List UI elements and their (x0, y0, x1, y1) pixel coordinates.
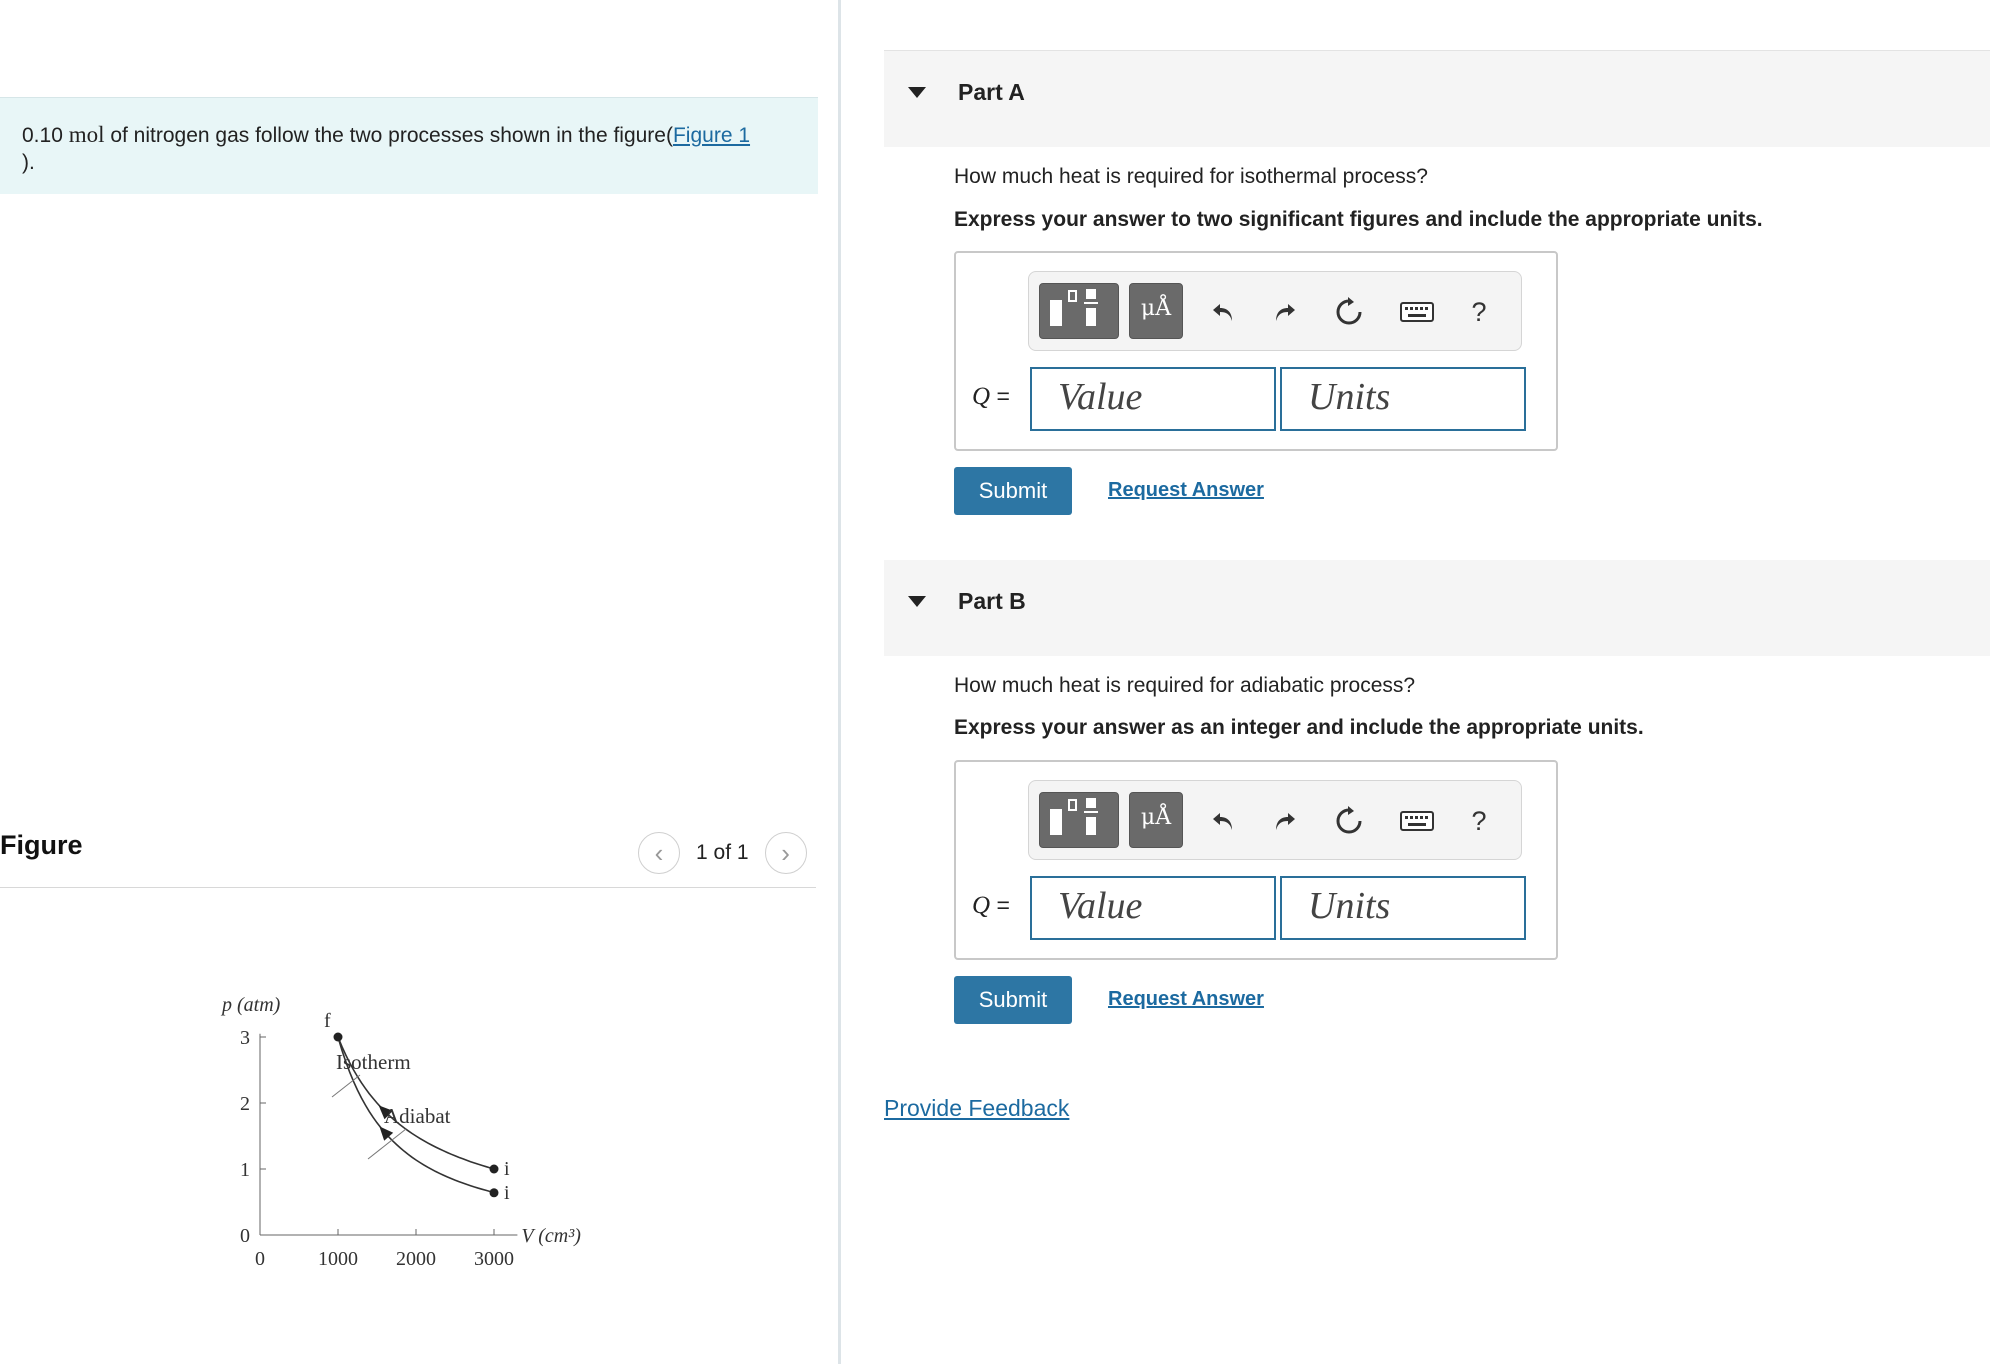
part-a-header[interactable] (884, 51, 1990, 147)
part-b-question: How much heat is required for adiabatic process? (954, 674, 1416, 697)
adiabat-label: Adiabat (384, 1104, 451, 1128)
undo-icon[interactable] (1205, 294, 1241, 330)
label-f: f (324, 1010, 331, 1032)
part-a-title: Part A (958, 79, 1025, 105)
y-tick-label: 2 (240, 1093, 250, 1115)
value-input[interactable]: Value (1030, 367, 1276, 431)
help-icon[interactable]: ? (1471, 805, 1487, 836)
chevron-right-icon[interactable]: › (765, 832, 807, 874)
y-tick-label: 0 (240, 1225, 250, 1247)
part-b-instruction: Express your answer as an integer and include the appropriate units. (954, 716, 1644, 739)
y-tick-label: 1 (240, 1159, 250, 1181)
y-tick-label: 3 (240, 1027, 250, 1049)
figure-pagination (638, 831, 807, 875)
y-axis-label: p (atm) (222, 994, 281, 1016)
label-i-isotherm: i (504, 1158, 510, 1180)
q-label: Q = (972, 892, 1010, 919)
math-toolbar (1028, 780, 1522, 860)
x-axis-label: V (cm³) (521, 1225, 581, 1247)
caret-down-icon[interactable] (908, 596, 926, 607)
part-a-instruction: Express your answer to two significant figures and include the appropriate units. (954, 208, 1763, 231)
caret-down-icon[interactable] (908, 87, 926, 98)
isotherm-label: Isotherm (336, 1050, 411, 1074)
problem-close: ). (22, 151, 35, 174)
label-i-adiabat: i (504, 1181, 510, 1204)
undo-icon[interactable] (1205, 803, 1241, 839)
part-b-answer-box (954, 760, 1558, 960)
problem-statement (0, 97, 818, 194)
part-a-question: How much heat is required for isothermal process? (954, 165, 1428, 188)
part-a-answer-box (954, 251, 1558, 451)
part-b-title: Part B (958, 588, 1026, 614)
q-label: Q = (972, 383, 1010, 410)
units-icon[interactable]: μÅ (1129, 792, 1183, 848)
math-toolbar (1028, 271, 1522, 351)
value-input[interactable]: Value (1030, 876, 1276, 940)
units-icon[interactable]: μÅ (1129, 283, 1183, 339)
figure-heading: Figure (0, 830, 83, 860)
keyboard-icon[interactable] (1399, 294, 1435, 330)
units-input[interactable]: Units (1280, 367, 1526, 431)
request-answer-link[interactable]: Request Answer (1108, 479, 1264, 501)
figure-divider (0, 887, 816, 888)
templates-icon[interactable] (1039, 283, 1119, 339)
pv-diagram (200, 985, 620, 1275)
help-icon[interactable]: ? (1471, 296, 1487, 327)
request-answer-link[interactable]: Request Answer (1108, 988, 1264, 1010)
x-tick-label: 3000 (474, 1248, 514, 1270)
problem-unit: mol (68, 122, 105, 147)
provide-feedback-link[interactable]: Provide Feedback (884, 1095, 1070, 1121)
point-i-isotherm (490, 1165, 499, 1174)
left-pane (0, 0, 840, 1364)
x-tick-label: 0 (255, 1248, 265, 1270)
problem-amount: 0.10 (22, 124, 63, 147)
submit-button[interactable]: Submit (954, 467, 1072, 515)
keyboard-icon[interactable] (1399, 803, 1435, 839)
point-f (334, 1033, 343, 1042)
x-tick-label: 2000 (396, 1248, 436, 1270)
reset-icon[interactable] (1331, 294, 1367, 330)
problem-text: of nitrogen gas follow the two processes shown in the figure( (104, 124, 673, 147)
redo-icon[interactable] (1267, 294, 1303, 330)
redo-icon[interactable] (1267, 803, 1303, 839)
units-input[interactable]: Units (1280, 876, 1526, 940)
chevron-left-icon[interactable]: ‹ (638, 832, 680, 874)
pane-divider[interactable] (838, 0, 841, 1364)
figure-link[interactable]: Figure 1 (672, 124, 751, 147)
point-i-adiabat (490, 1188, 499, 1197)
submit-button[interactable]: Submit (954, 976, 1072, 1024)
right-pane (884, 0, 1990, 1364)
templates-icon[interactable] (1039, 792, 1119, 848)
reset-icon[interactable] (1331, 803, 1367, 839)
part-b-header[interactable] (884, 560, 1990, 656)
x-tick-label: 1000 (318, 1248, 358, 1270)
figure-count: 1 of 1 (696, 841, 749, 864)
